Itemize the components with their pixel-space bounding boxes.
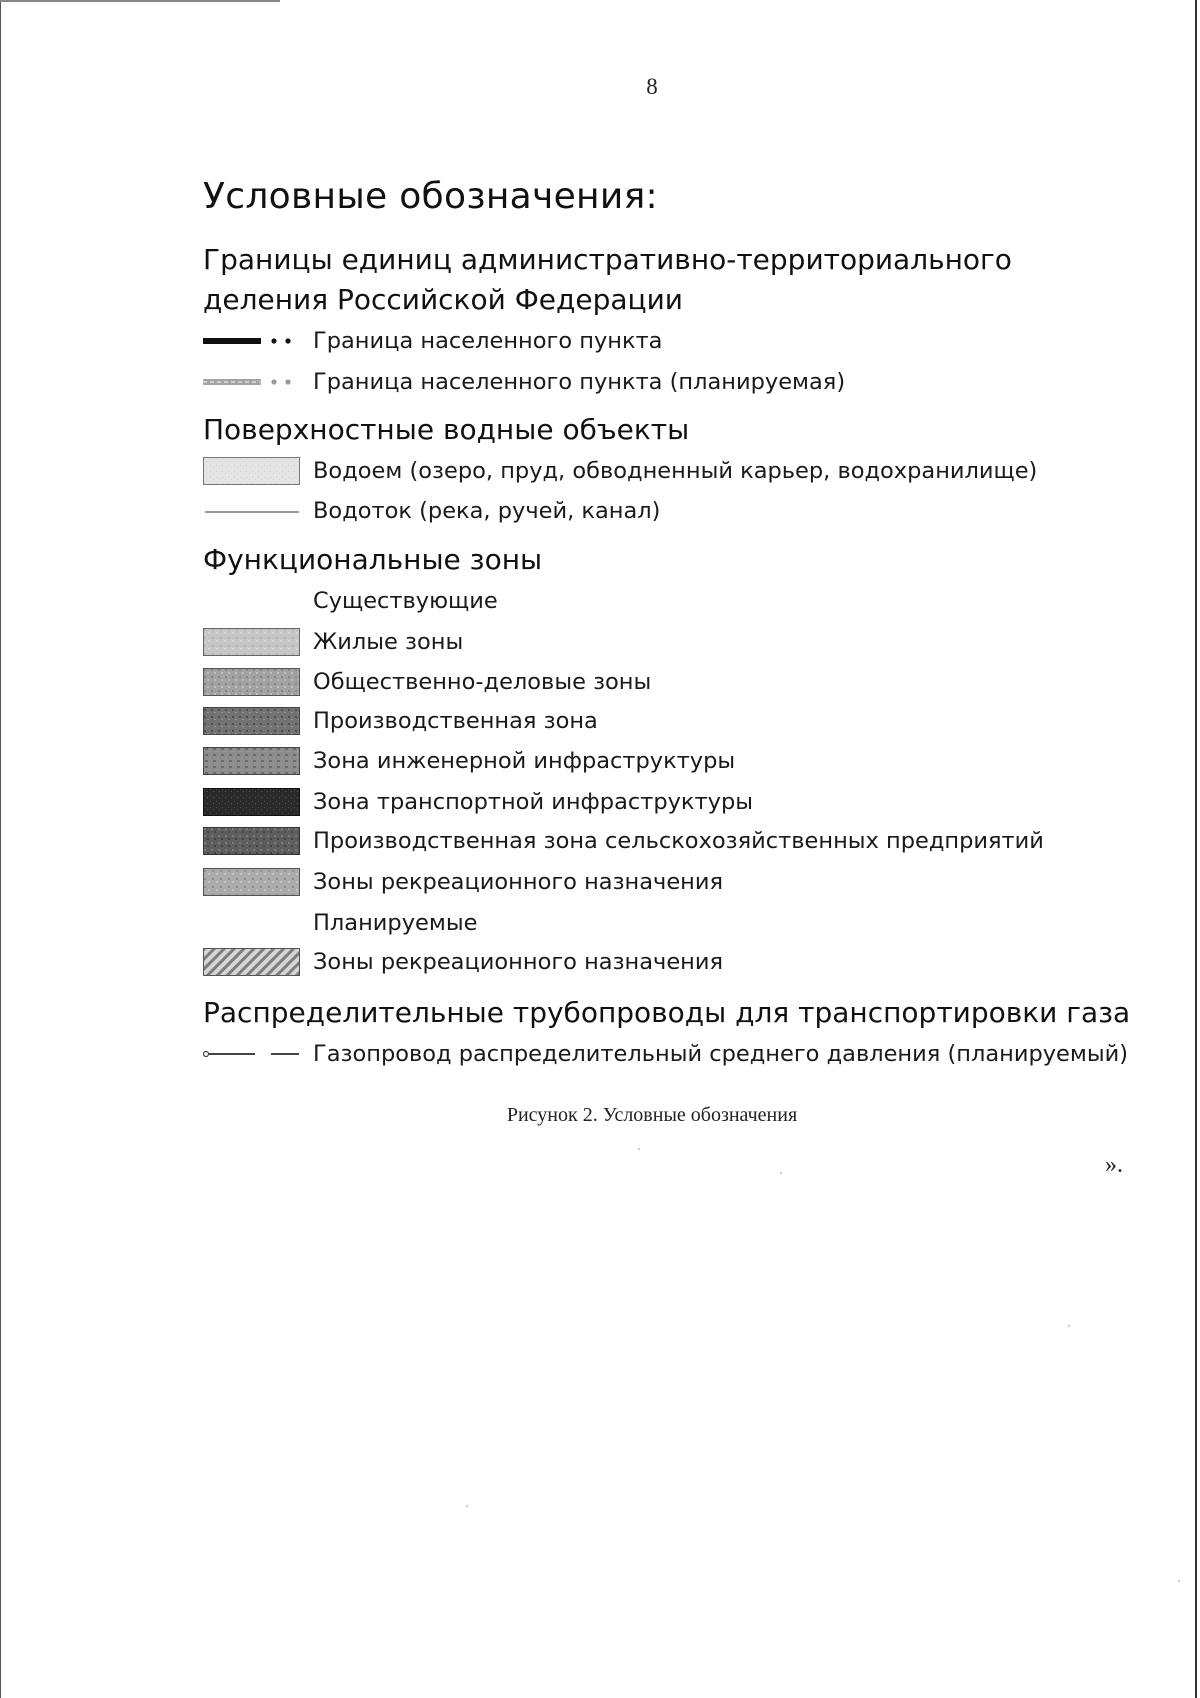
admin-boundaries-heading-line2: деления Российской Федерации — [203, 283, 683, 316]
legend-item-label: Граница населенного пункта (планируемая) — [313, 369, 846, 395]
legend-item-label: Общественно-деловые зоны — [313, 669, 652, 695]
legend-item-settlement-boundary — [203, 325, 1103, 357]
transport-zone-swatch — [203, 788, 300, 816]
page-border-top — [0, 0, 280, 2]
legend-item-watercourse — [203, 495, 1103, 527]
legend-item-label: Зона инженерной инфраструктуры — [313, 748, 736, 774]
water-objects-heading: Поверхностные водные объекты — [203, 413, 690, 446]
recreation-zone-swatch — [203, 868, 300, 896]
legend-item-label: Жилые зоны — [313, 629, 464, 655]
gas-pipelines-heading: Распределительные трубопроводы для транспортировки газа — [203, 996, 1131, 1029]
scan-speck — [466, 1505, 468, 1507]
closing-quote: ». — [1105, 1152, 1123, 1178]
legend-item-residential — [203, 626, 1103, 658]
legend-item-recreation-planned — [203, 946, 1103, 978]
planned-zones-label: Планируемые — [313, 910, 478, 936]
business-zone-swatch — [203, 668, 300, 696]
legend-item-water-body — [203, 455, 1103, 487]
scan-speck — [638, 1148, 640, 1150]
legend-item-engineering — [203, 745, 1103, 777]
engineering-zone-swatch — [203, 747, 300, 775]
gas-pipeline-icon — [203, 1040, 300, 1068]
planned-recreation-hatch-swatch — [203, 948, 300, 976]
figure-caption: Рисунок 2. Условные обозначения — [506, 1104, 798, 1126]
agri-zone-swatch — [203, 827, 300, 855]
page-border-right — [1195, 0, 1197, 1698]
legend-item-business — [203, 666, 1103, 698]
legend-item-planned-settlement-boundary — [203, 366, 1103, 398]
functional-zones-heading: Функциональные зоны — [203, 543, 543, 576]
residential-zone-swatch — [203, 628, 300, 656]
legend-item-label: Производственная зона — [313, 708, 598, 734]
admin-boundaries-heading-line1: Границы единиц административно-территориального — [203, 243, 1012, 276]
legend-title: Условные обозначения: — [203, 176, 658, 217]
scan-speck — [1068, 1325, 1070, 1327]
planned-boundary-line-icon — [203, 368, 300, 396]
water-body-swatch — [203, 457, 300, 485]
legend-item-label: Зона транспортной инфраструктуры — [313, 789, 753, 815]
page-number: 8 — [646, 74, 658, 99]
scan-speck — [1178, 1580, 1180, 1582]
legend-item-label: Водоем (озеро, пруд, обводненный карьер, водохранилище) — [313, 458, 1038, 484]
page-border-left — [0, 0, 1, 1698]
legend-item-label: Водоток (река, ручей, канал) — [313, 498, 661, 524]
legend-item-label: Газопровод распределительный среднего давления (планируемый) — [313, 1041, 1129, 1067]
industrial-zone-swatch — [203, 707, 300, 735]
legend-item-industrial — [203, 705, 1103, 737]
legend-item-label: Зоны рекреационного назначения — [313, 949, 724, 975]
legend-item-label: Граница населенного пункта — [313, 328, 663, 354]
existing-zones-label: Существующие — [313, 588, 498, 614]
legend-item-gas-pipeline — [203, 1038, 1129, 1070]
boundary-line-icon — [203, 327, 300, 355]
legend-item-recreation-existing — [203, 866, 1103, 898]
scan-speck — [780, 1172, 782, 1174]
legend-item-transport — [203, 786, 1103, 818]
watercourse-line-icon — [203, 497, 300, 525]
legend-item-label: Зоны рекреационного назначения — [313, 869, 724, 895]
legend-item-label: Производственная зона сельскохозяйственных предприятий — [313, 828, 1044, 854]
legend-item-agricultural — [203, 825, 1103, 857]
